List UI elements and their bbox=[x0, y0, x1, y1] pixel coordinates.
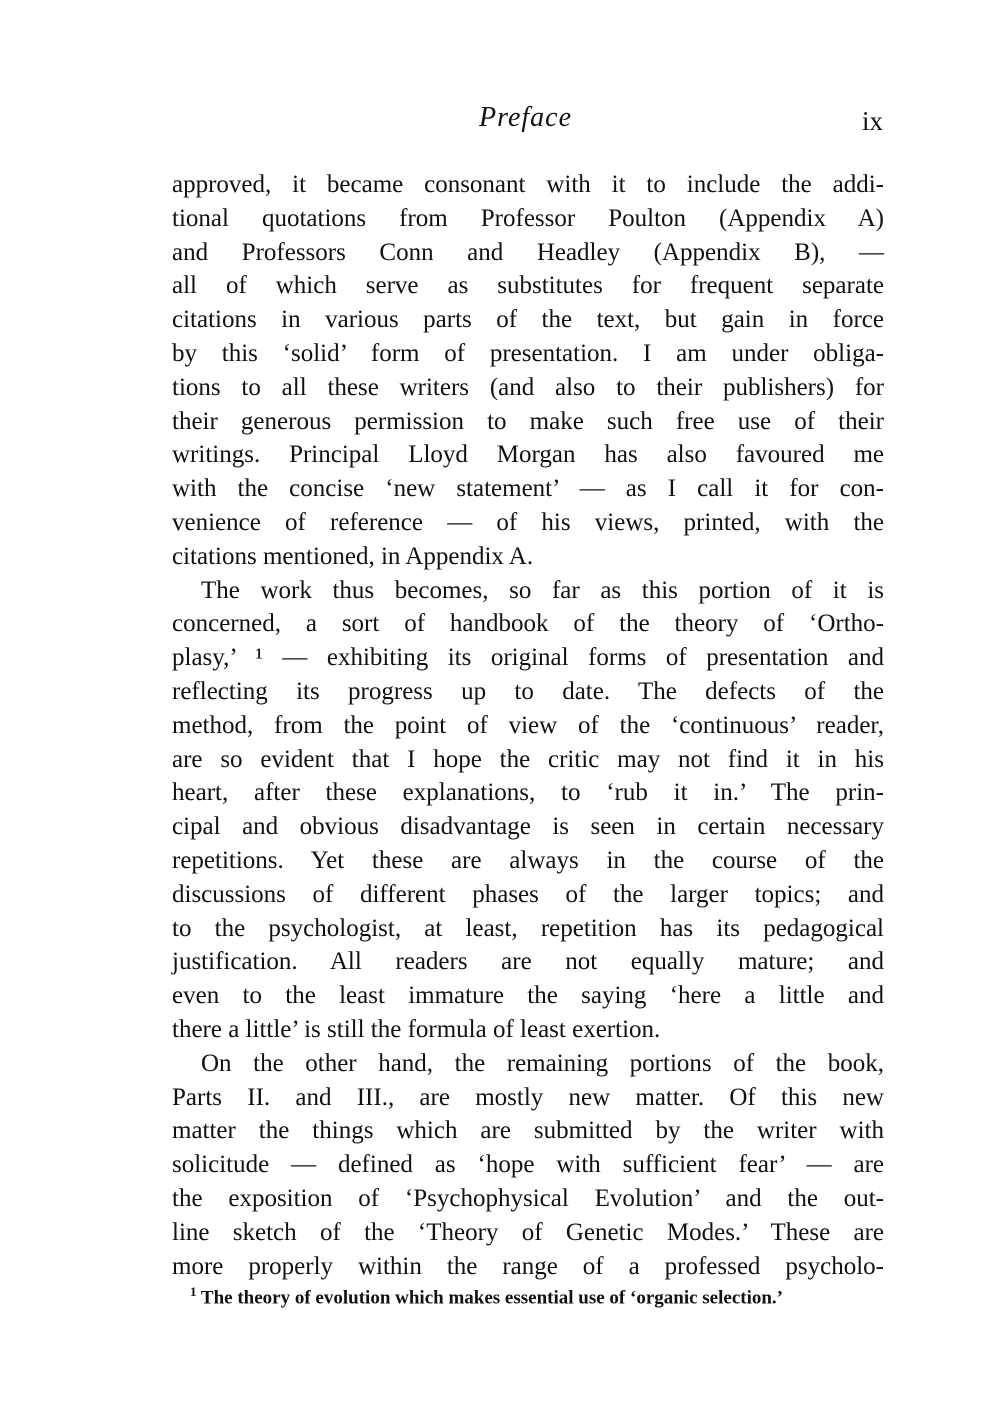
text-line: matter the things which are submitted by the writer with bbox=[172, 1117, 884, 1145]
text-line: more properly within the range of a professed psycholo- bbox=[172, 1252, 884, 1280]
text-line: their generous permission to make such free use of their bbox=[172, 407, 884, 435]
text-line: all of which serve as substitutes for frequent separate bbox=[172, 272, 884, 300]
running-head-title: Preface bbox=[479, 102, 573, 133]
text-line: approved, it became consonant with it to include the addi- bbox=[172, 171, 884, 198]
body-text bbox=[172, 168, 884, 1283]
text-line: concerned, a sort of handbook of the theory of ‘Ortho- bbox=[172, 610, 884, 638]
footnote-marker: 1 bbox=[190, 1284, 197, 1299]
text-line: justification. All readers are not equally mature; and bbox=[172, 948, 884, 976]
text-line: the exposition of ‘Psychophysical Evolution’ and the out- bbox=[172, 1184, 884, 1212]
text-line: are so evident that I hope the critic may not find it in his bbox=[172, 745, 884, 773]
text-line: tional quotations from Professor Poulton (Appendix A) bbox=[172, 204, 884, 232]
text-line: Parts II. and III., are mostly new matter. Of this new bbox=[172, 1083, 884, 1111]
footnote-text: The theory of evolution which makes essential use of ‘organic selection.’ bbox=[200, 1287, 784, 1309]
running-head bbox=[0, 102, 1000, 142]
text-line: discussions of different phases of the larger topics; and bbox=[172, 880, 884, 908]
text-line: with the concise ‘new statement’ — as I call it for con- bbox=[172, 475, 884, 503]
text-line: writings. Principal Lloyd Morgan has also favoured me bbox=[172, 441, 884, 469]
text-line: citations mentioned, in Appendix A. bbox=[172, 542, 534, 570]
text-line: citations in various parts of the text, but gain in force bbox=[172, 306, 884, 334]
text-line: On the other hand, the remaining portions of the book, bbox=[201, 1049, 884, 1077]
text-line: to the psychologist, at least, repetition has its pedagogical bbox=[172, 914, 884, 942]
page-number: ix bbox=[862, 106, 884, 136]
text-line: venience of reference — of his views, printed, with the bbox=[172, 508, 884, 536]
text-line: even to the least immature the saying ‘here a little and bbox=[172, 982, 884, 1010]
text-line: plasy,’ ¹ — exhibiting its original forms of presentation and bbox=[172, 644, 884, 672]
text-line: heart, after these explanations, to ‘rub it in.’ The prin- bbox=[172, 779, 884, 807]
text-line: method, from the point of view of the ‘continuous’ reader, bbox=[172, 711, 884, 739]
footnote bbox=[190, 1284, 783, 1309]
text-line: line sketch of the ‘Theory of Genetic Modes.’ These are bbox=[172, 1218, 884, 1246]
text-line: there a little’ is still the formula of least exertion. bbox=[172, 1015, 661, 1043]
paragraph bbox=[172, 1047, 884, 1284]
text-line: The work thus becomes, so far as this portion of it is bbox=[201, 576, 884, 604]
text-line: repetitions. Yet these are always in the course of the bbox=[172, 846, 884, 874]
paragraph bbox=[172, 574, 884, 1047]
text-line: reflecting its progress up to date. The defects of the bbox=[172, 677, 884, 705]
paragraph bbox=[172, 168, 884, 574]
text-line: and Professors Conn and Headley (Appendix B), — bbox=[172, 238, 884, 266]
text-line: by this ‘solid’ form of presentation. I am under obliga- bbox=[172, 339, 884, 367]
text-line: cipal and obvious disadvantage is seen in certain necessary bbox=[172, 813, 884, 841]
text-line: tions to all these writers (and also to their publishers) for bbox=[172, 373, 884, 401]
text-line: solicitude — defined as ‘hope with sufficient fear’ — are bbox=[172, 1151, 884, 1179]
